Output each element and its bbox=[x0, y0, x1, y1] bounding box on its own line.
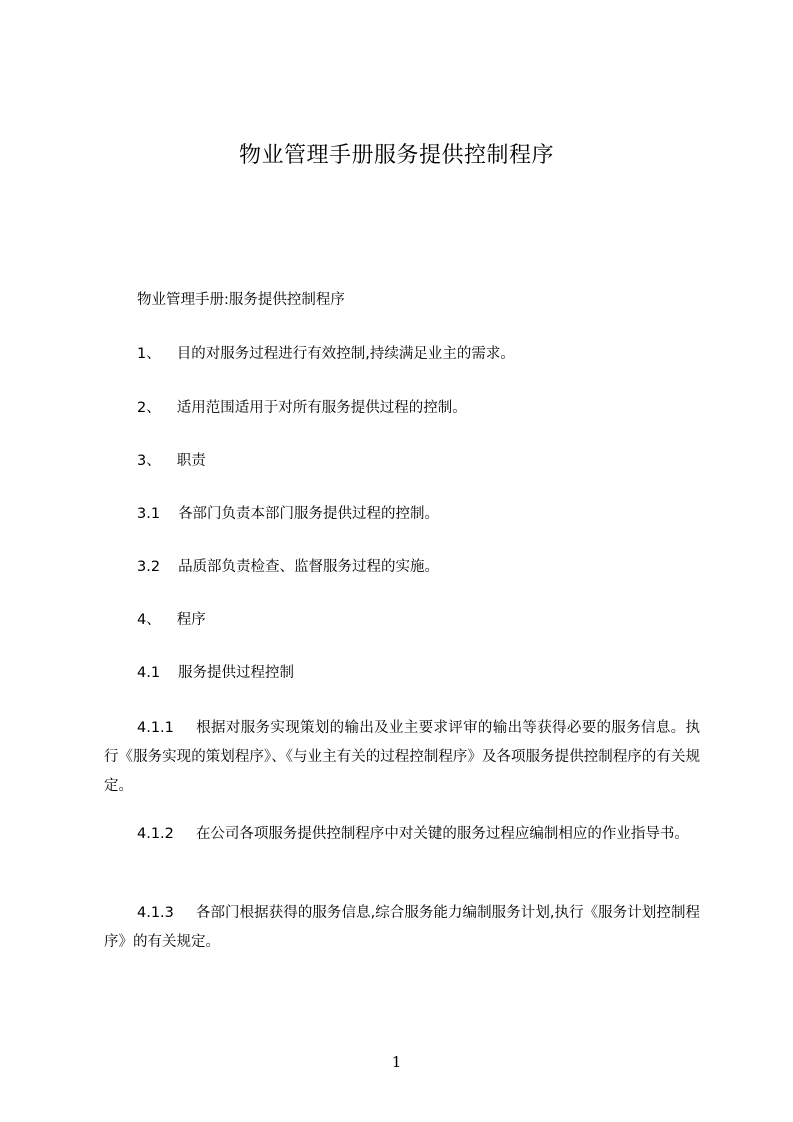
body-paragraph bbox=[104, 714, 700, 801]
page-number: 1 bbox=[391, 1053, 402, 1071]
section-item bbox=[137, 502, 439, 526]
section-number: 2、 bbox=[137, 400, 161, 416]
section-text: 适用范围适用于对所有服务提供过程的控制。 bbox=[176, 400, 467, 416]
section-number: 4、 bbox=[137, 612, 161, 628]
section-text: 目的对服务过程进行有效控制,持续满足业主的需求。 bbox=[176, 346, 515, 362]
document-subtitle: 物业管理手册:服务提供控制程序 bbox=[137, 292, 345, 308]
section-number: 3.1 bbox=[137, 506, 161, 522]
section-text: 程序 bbox=[176, 612, 206, 628]
paragraph-text: 在公司各项服务提供控制程序中对关键的服务过程应编制相应的作业指导书。 bbox=[195, 826, 689, 842]
section-number: 3、 bbox=[137, 453, 161, 469]
paragraph-text: 根据对服务实现策划的输出及业主要求评审的输出等获得必要的服务信息。执行《服务实现的策划程序》、《与业主有关的过程控制程序》及各项服务提供控制程序的有关规定。 bbox=[104, 720, 700, 794]
paragraph-number: 4.1.3 bbox=[137, 905, 174, 921]
section-text: 服务提供过程控制 bbox=[178, 665, 295, 681]
page-title: 物业管理手册服务提供控制程序 bbox=[238, 143, 554, 168]
paragraph-text: 各部门根据获得的服务信息,综合服务能力编制服务计划,执行《服务计划控制程序》的有关规定。 bbox=[104, 905, 700, 950]
section-item bbox=[137, 661, 294, 685]
body-paragraph bbox=[104, 899, 700, 957]
section-number: 1、 bbox=[137, 346, 161, 362]
section-text: 各部门负责本部门服务提供过程的控制。 bbox=[178, 506, 440, 522]
paragraph-number: 4.1.2 bbox=[137, 826, 174, 842]
section-item bbox=[137, 608, 206, 632]
section-text: 职责 bbox=[176, 453, 206, 469]
section-item bbox=[137, 342, 515, 366]
section-text: 品质部负责检查、监督服务过程的实施。 bbox=[178, 559, 440, 575]
paragraph-number: 4.1.1 bbox=[137, 720, 174, 736]
body-paragraph bbox=[104, 820, 700, 849]
section-item bbox=[137, 396, 467, 420]
section-number: 3.2 bbox=[137, 559, 161, 575]
section-number: 4.1 bbox=[137, 665, 161, 681]
section-item bbox=[137, 449, 206, 473]
section-item bbox=[137, 555, 439, 579]
